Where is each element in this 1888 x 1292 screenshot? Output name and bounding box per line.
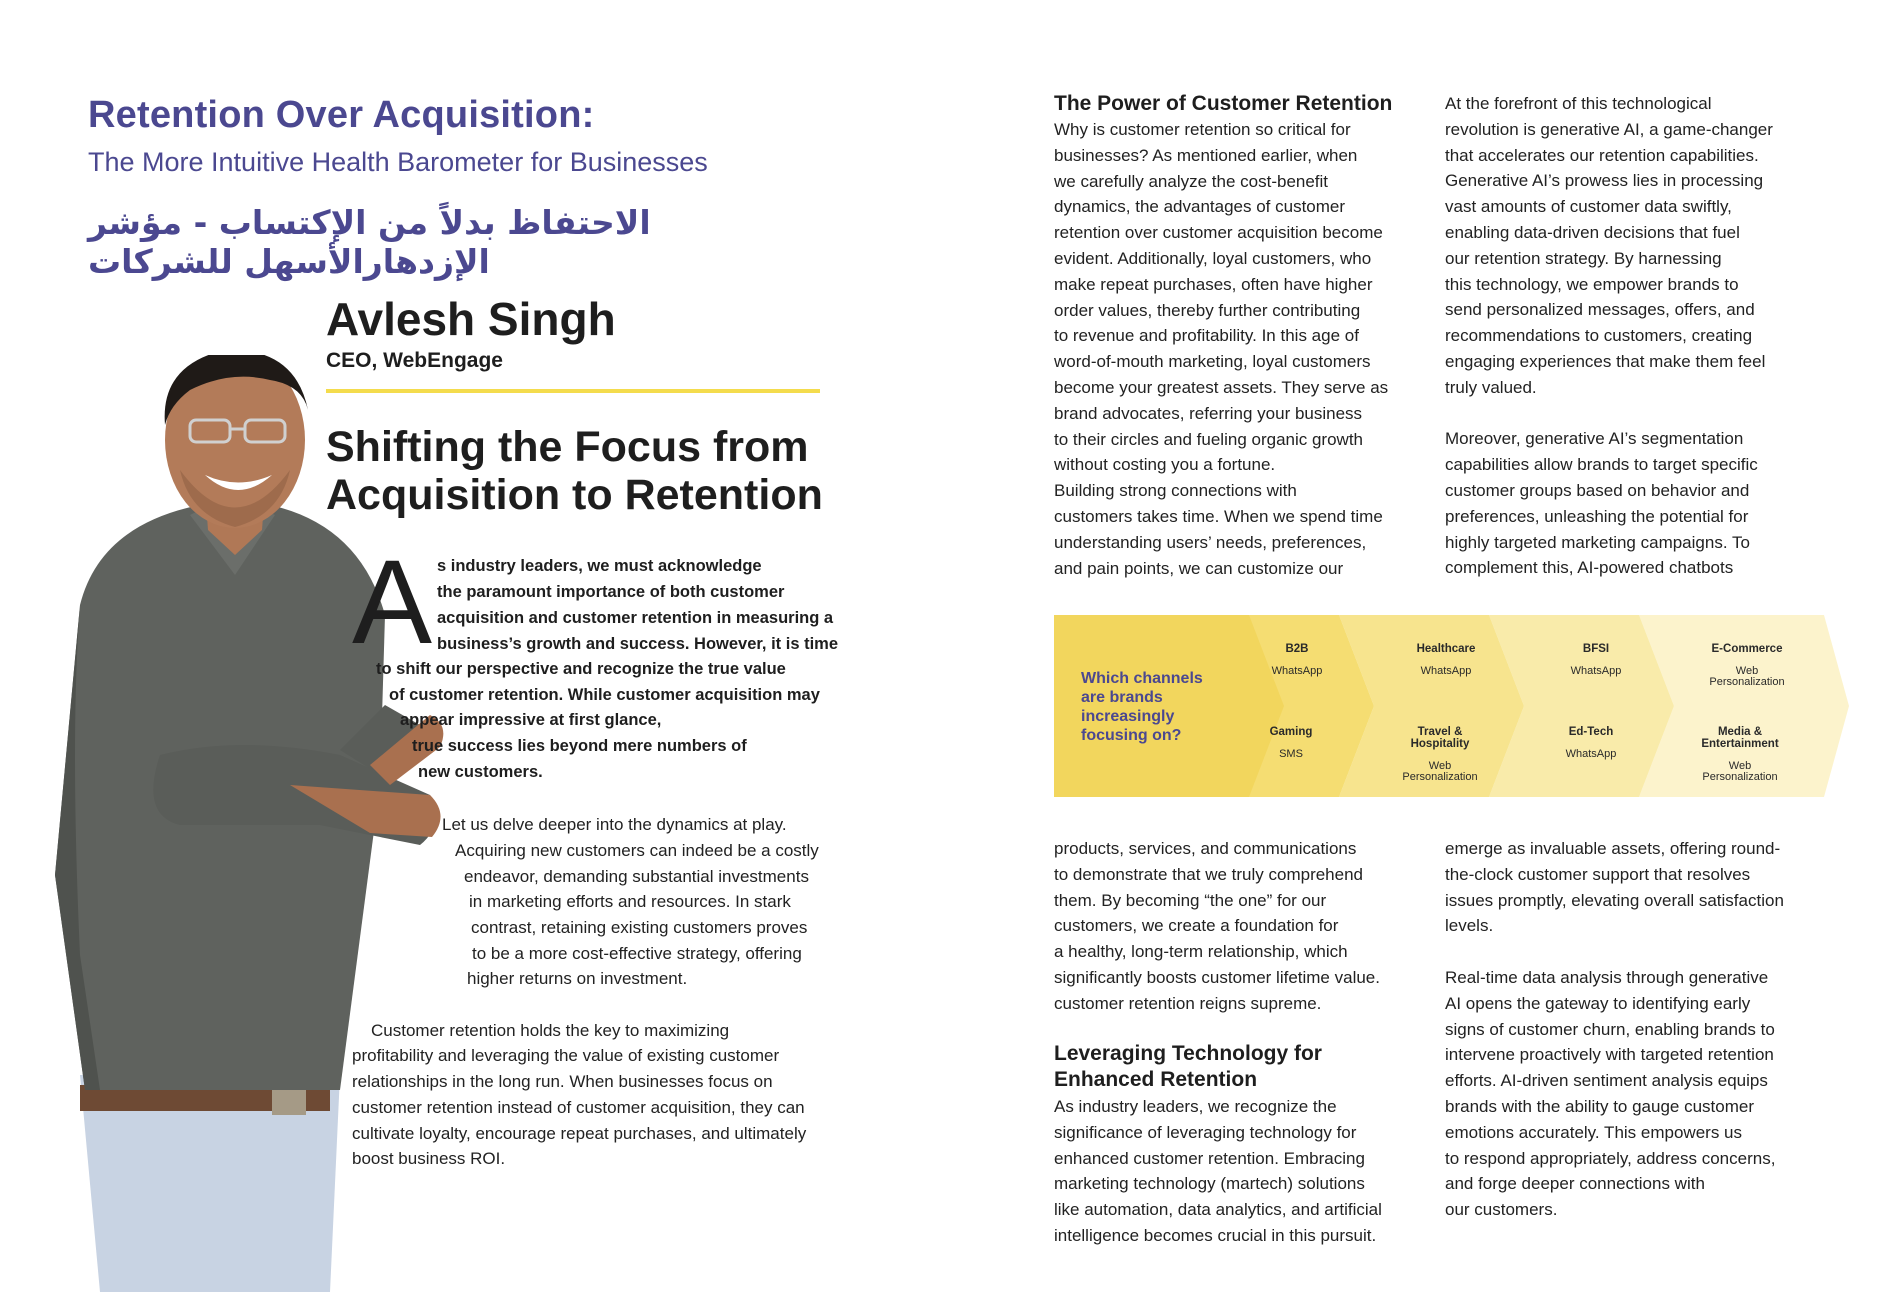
body-line: send personalized messages, offers, and [1445,300,1755,320]
body-line: boost business ROI. [352,1149,506,1168]
body-line: signs of customer churn, enabling brands to [1445,1019,1775,1039]
right-page [944,0,1888,1292]
body-line: revolution is generative AI, a game-changer [1445,119,1773,139]
lead-line: true success lies beyond mere numbers of [412,737,747,755]
body-line: brands with the ability to gauge customer [1445,1097,1755,1116]
body-line: understanding users’ needs, preferences, [1054,532,1367,552]
body-line: our customers. [1445,1200,1558,1220]
kicker-title: Retention Over Acquisition: [88,94,595,136]
author-name: Avlesh Singh [326,293,616,345]
article-headline [326,423,846,519]
body-line: recommendations to customers, creating [1445,326,1753,346]
body-line: make repeat purchases, often have higher [1054,274,1373,294]
infographic-sector: Healthcare [1416,643,1476,655]
body-line: significantly boosts customer lifetime value. [1054,968,1380,987]
headline-line: Acquisition to Retention [326,471,823,519]
body-line: them. By becoming “the one” for our [1054,890,1327,910]
channels-infographic [1054,615,1849,797]
yellow-divider [326,389,820,393]
body-line: significance of leveraging technology for [1054,1122,1357,1142]
body-line: cultivate loyalty, encourage repeat purchases, and ultimately [352,1124,807,1143]
body-line: Why is customer retention so critical for [1054,120,1351,139]
body-line: Building strong connections with [1054,481,1297,501]
body-line: without costing you a fortune. [1054,455,1276,475]
body-line: like automation, data analytics, and artificial [1054,1200,1382,1220]
body-line: that accelerates our retention capabilities. [1445,145,1759,165]
body-line: engaging experiences that make them feel [1445,352,1766,371]
infographic-sector: Travel & [1417,726,1463,738]
body-line: dynamics, the advantages of customer [1054,197,1346,217]
body-line: Moreover, generative AI’s segmentation [1445,429,1744,449]
body-line: complement this, AI-powered chatbots [1445,558,1734,578]
body-line: to their circles and fueling organic growth [1054,429,1363,449]
infographic-channel: WhatsApp [1565,748,1617,760]
body-line: and forge deeper connections with [1445,1174,1705,1194]
body-line: vast amounts of customer data swiftly, [1445,197,1732,217]
body-line: to demonstrate that we truly comprehend [1054,864,1363,884]
body-line: businesses? As mentioned earlier, when [1054,145,1358,165]
body-line: relationships in the long run. When businesses focus on [352,1072,773,1091]
lead-line: to shift our perspective and recognize the true value [376,660,786,678]
body-line: Real-time data analysis through generative [1445,968,1769,987]
lead-line: acquisition and customer retention in measuring a [437,609,834,627]
lead-line: the paramount importance of both customer [437,583,785,601]
body-line: Generative AI’s prowess lies in processing [1445,171,1764,191]
body-line: the-clock customer support that resolves [1445,864,1751,884]
body-line: intervene proactively with targeted retention [1445,1045,1774,1065]
body-line: enhanced customer retention. Embracing [1054,1148,1365,1168]
body-line: evident. Additionally, loyal customers, who [1054,249,1372,268]
body-line: to be a more cost-effective strategy, offering [472,944,802,963]
body-line: to revenue and profitability. In this age of [1054,326,1359,346]
body-line: a healthy, long-term relationship, which [1054,942,1348,962]
body-line: order values, thereby further contributing [1054,300,1361,320]
body-line: become your greatest assets. They serve as [1054,378,1389,397]
body-line: endeavor, demanding substantial investments [464,867,809,886]
infographic-sector: Hospitality [1410,738,1470,750]
body-line: issues promptly, elevating overall satisfaction [1445,890,1784,910]
body-line: we carefully analyze the cost-benefit [1054,171,1329,191]
section-heading: The Power of Customer Retention [1054,92,1393,115]
author-role: CEO, WebEngage [326,349,503,372]
body-line: capabilities allow brands to target specific [1445,455,1758,475]
body-line: efforts. AI-driven sentiment analysis equips [1445,1071,1768,1091]
infographic-channel: WhatsApp [1271,665,1323,677]
body-line: preferences, unleashing the potential for [1445,506,1749,526]
body-line: brand advocates, referring your business [1054,403,1363,423]
infographic-band [1054,615,1284,797]
infographic-sector: BFSI [1582,643,1610,655]
body-line: enabling data-driven decisions that fuel [1445,223,1740,242]
body-line: profitability and leveraging the value of existing customer [352,1046,780,1065]
body-line: At the forefront of this technological [1445,94,1712,113]
body-line: emotions accurately. This empowers us [1445,1122,1742,1142]
body-line: truly valued. [1445,377,1537,397]
body-line: Customer retention holds the key to maximizing [371,1021,730,1040]
infographic-channel: Web [1728,760,1752,772]
body-line: word-of-mouth marketing, loyal customers [1054,352,1371,372]
infographic-sector: Ed-Tech [1568,726,1614,738]
infographic-channel: Web [1428,760,1452,772]
infographic-channel: SMS [1279,748,1303,760]
body-line: customer retention reigns supreme. [1054,993,1322,1013]
infographic-sector: Entertainment [1701,738,1779,750]
body-line: AI opens the gateway to identifying early [1445,993,1751,1013]
body-line: in marketing efforts and resources. In stark [469,892,791,911]
section-heading: Enhanced Retention [1054,1068,1258,1091]
infographic-channel: WhatsApp [1570,665,1622,677]
infographic-channel: WhatsApp [1420,665,1472,677]
lead-line: business’s growth and success. However, it is time [437,635,839,653]
body-line: As industry leaders, we recognize the [1054,1097,1337,1116]
lead-line: s industry leaders, we must acknowledge [437,557,762,575]
body-line: emerge as invaluable assets, offering round- [1445,839,1781,858]
body-line: highly targeted marketing campaigns. To [1445,532,1750,552]
section-heading: Leveraging Technology for [1054,1042,1322,1065]
infographic-channel: Personalization [1702,771,1778,783]
body-line: our retention strategy. By harnessing [1445,248,1722,268]
body-line: retention over customer acquisition become [1054,223,1383,243]
body-line: higher returns on investment. [467,969,688,988]
body-line: this technology, we empower brands to [1445,274,1739,294]
infographic-channel: Personalization [1709,676,1785,688]
body-line: and pain points, we can customize our [1054,558,1344,578]
arabic-title: الاحتفاظ بدلاً من الإكتساب - مؤشر الإزدهارالأسهل للشركات [88,203,651,281]
infographic-sector: Gaming [1269,726,1313,738]
infographic-channel: Web [1735,665,1759,677]
body-line: customer retention instead of customer acquisition, they can [352,1098,805,1117]
body-line: marketing technology (martech) solutions [1054,1174,1365,1194]
body-line: customers, we create a foundation for [1054,916,1339,936]
body-line: Let us delve deeper into the dynamics at play. [442,815,787,834]
infographic-sector: B2B [1285,643,1309,655]
body-line: products, services, and communications [1054,839,1357,858]
body-line: intelligence becomes crucial in this pursuit. [1054,1226,1377,1245]
infographic-question-line: Which channels [1081,670,1203,687]
infographic-question-line: are brands [1081,689,1163,706]
lead-line: appear impressive at first glance, [400,711,662,729]
kicker-subtitle: The More Intuitive Health Barometer for Businesses [88,147,708,177]
infographic-channel: Personalization [1402,771,1478,783]
body-line: customer groups based on behavior and [1445,481,1750,500]
body-line: customers takes time. When we spend time [1054,507,1383,526]
infographic-question-line: increasingly [1081,708,1175,725]
body-line: Acquiring new customers can indeed be a costly [455,841,819,860]
body-line: to respond appropriately, address concerns, [1445,1148,1776,1168]
infographic-sector: E-Commerce [1711,643,1783,655]
lead-line: of customer retention. While customer acquisition may [389,686,820,704]
body-line: contrast, retaining existing customers proves [471,918,808,937]
infographic-sector: Media & [1717,726,1763,738]
body-line: levels. [1445,916,1494,936]
drop-cap: A [352,535,433,669]
infographic-question-line: focusing on? [1081,727,1182,744]
headline-line: Shifting the Focus from [326,423,809,471]
lead-line: new customers. [418,763,543,781]
